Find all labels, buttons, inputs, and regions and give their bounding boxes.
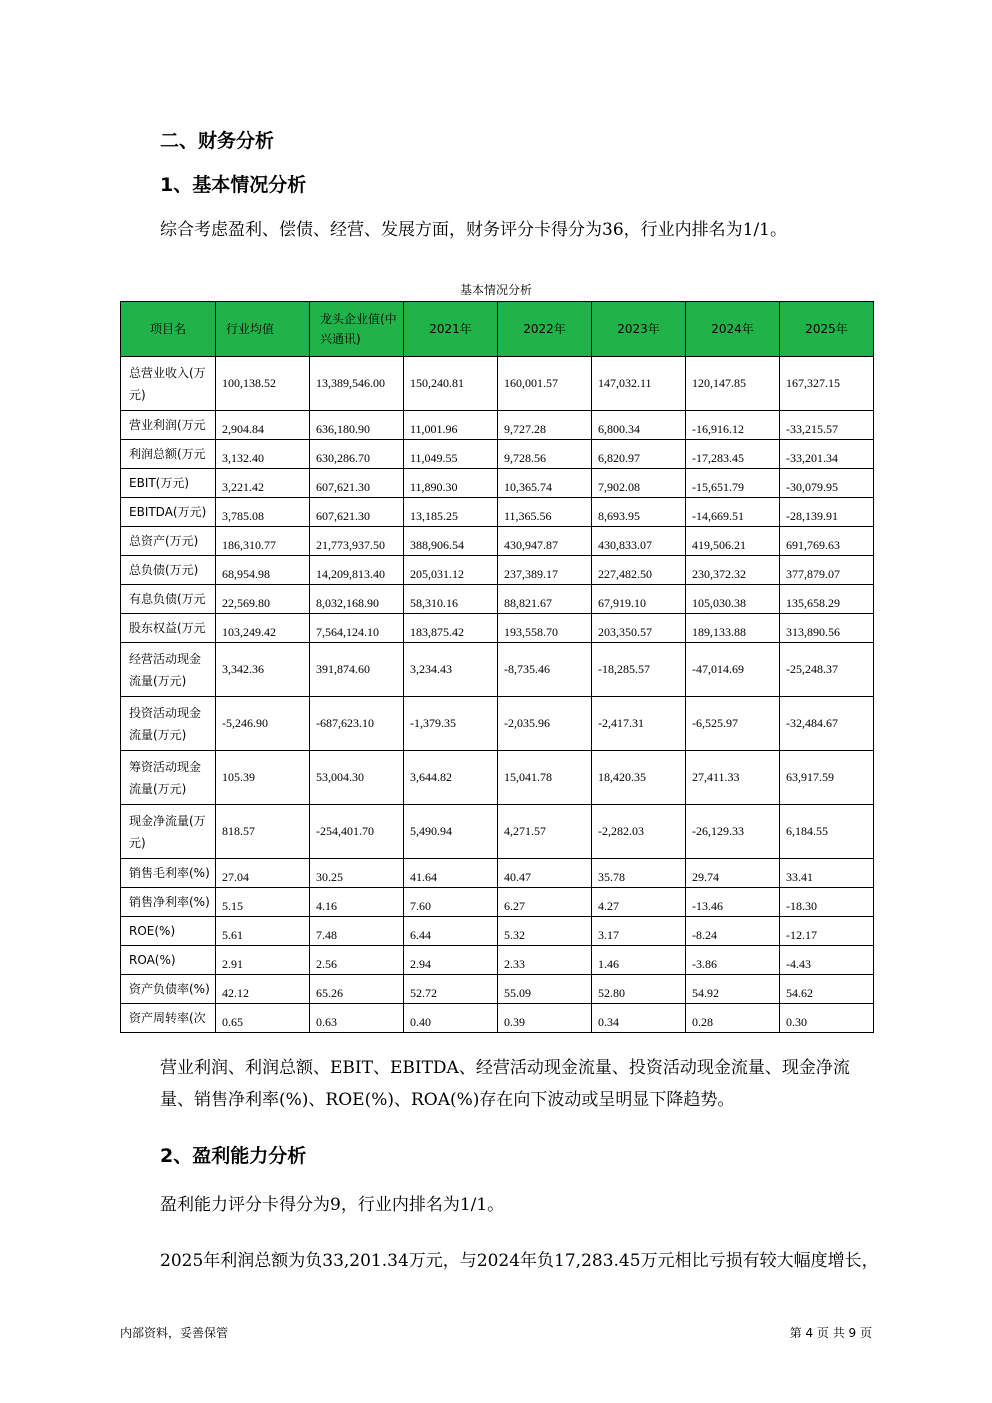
table-row	[121, 917, 874, 946]
row-label: 现金净流量(万元)	[121, 805, 216, 859]
row-label: 总营业收入(万元)	[121, 357, 216, 411]
value-cell: 30.25	[310, 859, 404, 888]
header-cell: 2025年	[780, 302, 874, 357]
value-cell: 3,234.43	[404, 643, 498, 697]
value-cell: -13.46	[686, 888, 780, 917]
value-cell: 7,902.08	[592, 469, 686, 498]
value-cell: 7.48	[310, 917, 404, 946]
value-cell: 7.60	[404, 888, 498, 917]
value-cell: -47,014.69	[686, 643, 780, 697]
value-cell: -6,525.97	[686, 697, 780, 751]
value-cell: 55.09	[498, 975, 592, 1004]
value-cell: 205,031.12	[404, 556, 498, 585]
value-cell: 8,693.95	[592, 498, 686, 527]
value-cell: 103,249.42	[216, 614, 310, 643]
value-cell: 11,001.96	[404, 411, 498, 440]
value-cell: 0.40	[404, 1004, 498, 1033]
value-cell: 13,389,546.00	[310, 357, 404, 411]
value-cell: 193,558.70	[498, 614, 592, 643]
value-cell: 41.64	[404, 859, 498, 888]
value-cell: 13,185.25	[404, 498, 498, 527]
value-cell: -16,916.12	[686, 411, 780, 440]
value-cell: -17,283.45	[686, 440, 780, 469]
header-cell: 项目名	[121, 302, 216, 357]
value-cell: 2.91	[216, 946, 310, 975]
value-cell: 10,365.74	[498, 469, 592, 498]
row-label: 资产负债率(%)	[121, 975, 216, 1004]
value-cell: 230,372.32	[686, 556, 780, 585]
section-title: 二、财务分析	[160, 130, 275, 152]
value-cell: -18.30	[780, 888, 874, 917]
table-row	[121, 357, 874, 411]
value-cell: -28,139.91	[780, 498, 874, 527]
table-row	[121, 946, 874, 975]
subsection-title-basic: 1、基本情况分析	[160, 174, 307, 196]
value-cell: 607,621.30	[310, 498, 404, 527]
value-cell: -3.86	[686, 946, 780, 975]
value-cell: 105.39	[216, 751, 310, 805]
value-cell: 818.57	[216, 805, 310, 859]
value-cell: -32,484.67	[780, 697, 874, 751]
value-cell: 3,132.40	[216, 440, 310, 469]
value-cell: 135,658.29	[780, 585, 874, 614]
header-cell: 行业均值	[216, 302, 310, 357]
value-cell: 3.17	[592, 917, 686, 946]
row-label: 营业利润(万元	[121, 411, 216, 440]
row-label: 销售毛利率(%)	[121, 859, 216, 888]
value-cell: 27,411.33	[686, 751, 780, 805]
row-label: 资产周转率(次	[121, 1004, 216, 1033]
value-cell: 5.32	[498, 917, 592, 946]
value-cell: 105,030.38	[686, 585, 780, 614]
value-cell: 0.30	[780, 1004, 874, 1033]
table-row	[121, 411, 874, 440]
value-cell: 237,389.17	[498, 556, 592, 585]
row-label: 总负债(万元)	[121, 556, 216, 585]
value-cell: 11,890.30	[404, 469, 498, 498]
value-cell: -5,246.90	[216, 697, 310, 751]
table-row	[121, 888, 874, 917]
table-row	[121, 498, 874, 527]
value-cell: 636,180.90	[310, 411, 404, 440]
value-cell: -254,401.70	[310, 805, 404, 859]
value-cell: -30,079.95	[780, 469, 874, 498]
value-cell: -2,282.03	[592, 805, 686, 859]
header-cell: 2024年	[686, 302, 780, 357]
value-cell: 54.92	[686, 975, 780, 1004]
header-cell: 2022年	[498, 302, 592, 357]
value-cell: 3,644.82	[404, 751, 498, 805]
table-header-row	[121, 302, 874, 357]
value-cell: -1,379.35	[404, 697, 498, 751]
value-cell: 0.65	[216, 1004, 310, 1033]
row-label: EBIT(万元)	[121, 469, 216, 498]
value-cell: 419,506.21	[686, 527, 780, 556]
value-cell: -4.43	[780, 946, 874, 975]
value-cell: 0.63	[310, 1004, 404, 1033]
value-cell: 3,785.08	[216, 498, 310, 527]
value-cell: 167,327.15	[780, 357, 874, 411]
value-cell: 6.44	[404, 917, 498, 946]
value-cell: 14,209,813.40	[310, 556, 404, 585]
value-cell: 42.12	[216, 975, 310, 1004]
value-cell: 1.46	[592, 946, 686, 975]
footer-page-number: 第 4 页 共 9 页	[789, 1326, 872, 1340]
value-cell: 27.04	[216, 859, 310, 888]
table-row	[121, 556, 874, 585]
value-cell: 4.16	[310, 888, 404, 917]
value-cell: 147,032.11	[592, 357, 686, 411]
header-cell: 2021年	[404, 302, 498, 357]
value-cell: -8.24	[686, 917, 780, 946]
row-label: 股东权益(万元	[121, 614, 216, 643]
value-cell: 67,919.10	[592, 585, 686, 614]
footer-confidential: 内部资料，妥善保管	[120, 1326, 229, 1340]
value-cell: 183,875.42	[404, 614, 498, 643]
value-cell: 2.56	[310, 946, 404, 975]
value-cell: 120,147.85	[686, 357, 780, 411]
table-row	[121, 1004, 874, 1033]
row-label: 筹资活动现金流量(万元)	[121, 751, 216, 805]
table-row	[121, 440, 874, 469]
value-cell: 313,890.56	[780, 614, 874, 643]
value-cell: 18,420.35	[592, 751, 686, 805]
value-cell: -33,215.57	[780, 411, 874, 440]
value-cell: 68,954.98	[216, 556, 310, 585]
value-cell: 189,133.88	[686, 614, 780, 643]
value-cell: -687,623.10	[310, 697, 404, 751]
profit-detail-paragraph: 2025年利润总额为负33,201.34万元，与2024年负17,283.45万元相比亏损有较大幅度增长，	[160, 1251, 879, 1271]
value-cell: 203,350.57	[592, 614, 686, 643]
value-cell: 227,482.50	[592, 556, 686, 585]
value-cell: 430,947.87	[498, 527, 592, 556]
value-cell: 33.41	[780, 859, 874, 888]
value-cell: 15,041.78	[498, 751, 592, 805]
table-body	[121, 357, 874, 1033]
row-label: 经营活动现金流量(万元)	[121, 643, 216, 697]
value-cell: 4,271.57	[498, 805, 592, 859]
value-cell: 691,769.63	[780, 527, 874, 556]
row-label: 销售净利率(%)	[121, 888, 216, 917]
trend-paragraph: 营业利润、利润总额、EBIT、EBITDA、经营活动现金流量、投资活动现金流量、现金净流量、销售净利率(%)、ROE(%)、ROA(%)存在向下波动或呈明显下降趋势。	[160, 1058, 850, 1110]
row-label: 总资产(万元)	[121, 527, 216, 556]
value-cell: 5,490.94	[404, 805, 498, 859]
value-cell: 6,800.34	[592, 411, 686, 440]
value-cell: -15,651.79	[686, 469, 780, 498]
value-cell: 391,874.60	[310, 643, 404, 697]
value-cell: 2,904.84	[216, 411, 310, 440]
row-label: 有息负债(万元	[121, 585, 216, 614]
value-cell: 11,365.56	[498, 498, 592, 527]
value-cell: -18,285.57	[592, 643, 686, 697]
profit-score-paragraph: 盈利能力评分卡得分为9，行业内排名为1/1。	[160, 1195, 505, 1215]
value-cell: 9,727.28	[498, 411, 592, 440]
value-cell: 607,621.30	[310, 469, 404, 498]
table-row	[121, 614, 874, 643]
value-cell: 5.15	[216, 888, 310, 917]
value-cell: 0.34	[592, 1004, 686, 1033]
value-cell: -26,129.33	[686, 805, 780, 859]
value-cell: 53,004.30	[310, 751, 404, 805]
financial-table	[120, 301, 874, 1033]
table-caption: 基本情况分析	[459, 283, 532, 297]
value-cell: -12.17	[780, 917, 874, 946]
value-cell: 3,221.42	[216, 469, 310, 498]
value-cell: 100,138.52	[216, 357, 310, 411]
value-cell: 388,906.54	[404, 527, 498, 556]
intro-paragraph: 综合考虑盈利、偿债、经营、发展方面，财务评分卡得分为36，行业内排名为1/1。	[160, 220, 787, 240]
value-cell: -33,201.34	[780, 440, 874, 469]
table-row	[121, 805, 874, 859]
table-row	[121, 585, 874, 614]
value-cell: 6.27	[498, 888, 592, 917]
value-cell: -2,035.96	[498, 697, 592, 751]
value-cell: 8,032,168.90	[310, 585, 404, 614]
value-cell: 630,286.70	[310, 440, 404, 469]
value-cell: 150,240.81	[404, 357, 498, 411]
value-cell: 4.27	[592, 888, 686, 917]
row-label: ROA(%)	[121, 946, 216, 975]
value-cell: 377,879.07	[780, 556, 874, 585]
value-cell: 58,310.16	[404, 585, 498, 614]
table-row	[121, 643, 874, 697]
value-cell: -8,735.46	[498, 643, 592, 697]
table-row	[121, 697, 874, 751]
value-cell: 2.33	[498, 946, 592, 975]
value-cell: 52.80	[592, 975, 686, 1004]
value-cell: 35.78	[592, 859, 686, 888]
value-cell: 0.39	[498, 1004, 592, 1033]
row-label: ROE(%)	[121, 917, 216, 946]
value-cell: 40.47	[498, 859, 592, 888]
value-cell: 63,917.59	[780, 751, 874, 805]
value-cell: 7,564,124.10	[310, 614, 404, 643]
value-cell: 29.74	[686, 859, 780, 888]
value-cell: -2,417.31	[592, 697, 686, 751]
value-cell: 65.26	[310, 975, 404, 1004]
value-cell: 9,728.56	[498, 440, 592, 469]
value-cell: 11,049.55	[404, 440, 498, 469]
value-cell: 186,310.77	[216, 527, 310, 556]
value-cell: -14,669.51	[686, 498, 780, 527]
value-cell: 52.72	[404, 975, 498, 1004]
value-cell: 88,821.67	[498, 585, 592, 614]
table-row	[121, 975, 874, 1004]
value-cell: 22,569.80	[216, 585, 310, 614]
value-cell: 6,820.97	[592, 440, 686, 469]
value-cell: 2.94	[404, 946, 498, 975]
subsection-title-profit: 2、盈利能力分析	[160, 1145, 307, 1167]
table-row	[121, 527, 874, 556]
row-label: 利润总额(万元	[121, 440, 216, 469]
header-cell: 2023年	[592, 302, 686, 357]
header-cell: 龙头企业值(中兴通讯)	[310, 302, 404, 357]
row-label: EBITDA(万元)	[121, 498, 216, 527]
table-row	[121, 469, 874, 498]
table-row	[121, 859, 874, 888]
value-cell: -25,248.37	[780, 643, 874, 697]
value-cell: 0.28	[686, 1004, 780, 1033]
value-cell: 54.62	[780, 975, 874, 1004]
value-cell: 430,833.07	[592, 527, 686, 556]
value-cell: 160,001.57	[498, 357, 592, 411]
row-label: 投资活动现金流量(万元)	[121, 697, 216, 751]
value-cell: 5.61	[216, 917, 310, 946]
value-cell: 6,184.55	[780, 805, 874, 859]
table-row	[121, 751, 874, 805]
value-cell: 3,342.36	[216, 643, 310, 697]
value-cell: 21,773,937.50	[310, 527, 404, 556]
